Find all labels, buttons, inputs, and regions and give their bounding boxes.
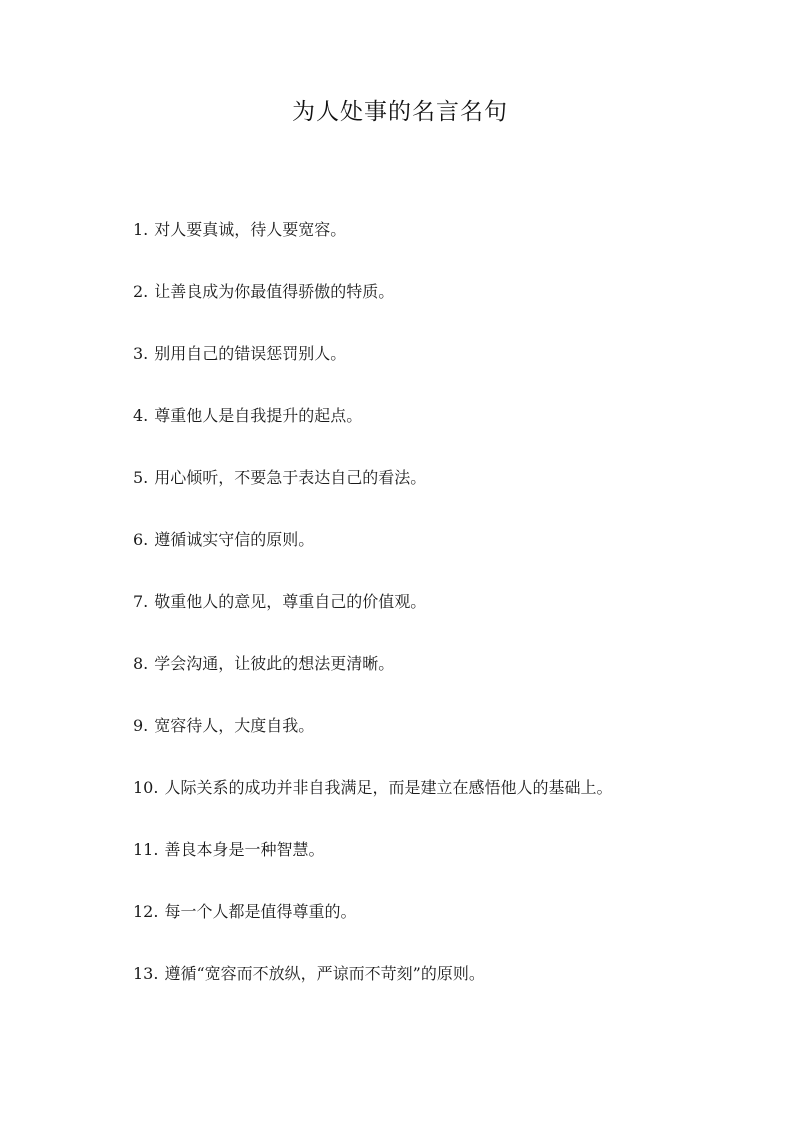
list-item <box>133 217 773 279</box>
list-item <box>133 341 773 403</box>
quote-list <box>133 217 773 1023</box>
quote-text: 尊重他人是自我提升的起点。 <box>154 406 363 425</box>
page-title: 为人处事的名言名句 <box>292 99 508 125</box>
quote-number: 12. <box>133 902 159 921</box>
quote-number: 11. <box>133 840 159 859</box>
quote-text: 善良本身是一种智慧。 <box>164 840 325 859</box>
list-item <box>133 713 773 775</box>
quote-number: 3. <box>133 344 149 363</box>
quote-text: 对人要真诚，待人要宽容。 <box>154 220 347 239</box>
quote-text: 人际关系的成功并非自我满足，而是建立在感悟他人的基础上。 <box>164 778 613 797</box>
quote-number: 10. <box>133 778 159 797</box>
list-item <box>133 961 773 1023</box>
quote-text: 学会沟通，让彼此的想法更清晰。 <box>154 654 395 673</box>
quote-text: 让善良成为你最值得骄傲的特质。 <box>154 282 395 301</box>
list-item <box>133 279 773 341</box>
list-item <box>133 899 773 961</box>
quote-number: 8. <box>133 654 149 673</box>
list-item <box>133 527 773 589</box>
list-item <box>133 775 773 837</box>
quote-number: 4. <box>133 406 149 425</box>
list-item <box>133 589 773 651</box>
quote-number: 7. <box>133 592 149 611</box>
quote-number: 6. <box>133 530 149 549</box>
quote-text: 每一个人都是值得尊重的。 <box>164 902 357 921</box>
list-item <box>133 651 773 713</box>
list-item <box>133 403 773 465</box>
quote-number: 1. <box>133 220 149 239</box>
quote-text: 遵循诚实守信的原则。 <box>154 530 315 549</box>
list-item <box>133 837 773 899</box>
list-item <box>133 465 773 527</box>
quote-text: 敬重他人的意见，尊重自己的价值观。 <box>154 592 427 611</box>
quote-number: 13. <box>133 964 159 983</box>
quote-text: 遵循“宽容而不放纵，严谅而不苛刻”的原则。 <box>164 964 485 983</box>
quote-text: 用心倾听，不要急于表达自己的看法。 <box>154 468 427 487</box>
quote-text: 宽容待人，大度自我。 <box>154 716 315 735</box>
quote-number: 5. <box>133 468 149 487</box>
quote-text: 别用自己的错误惩罚别人。 <box>154 344 347 363</box>
quote-number: 2. <box>133 282 149 301</box>
quote-number: 9. <box>133 716 149 735</box>
